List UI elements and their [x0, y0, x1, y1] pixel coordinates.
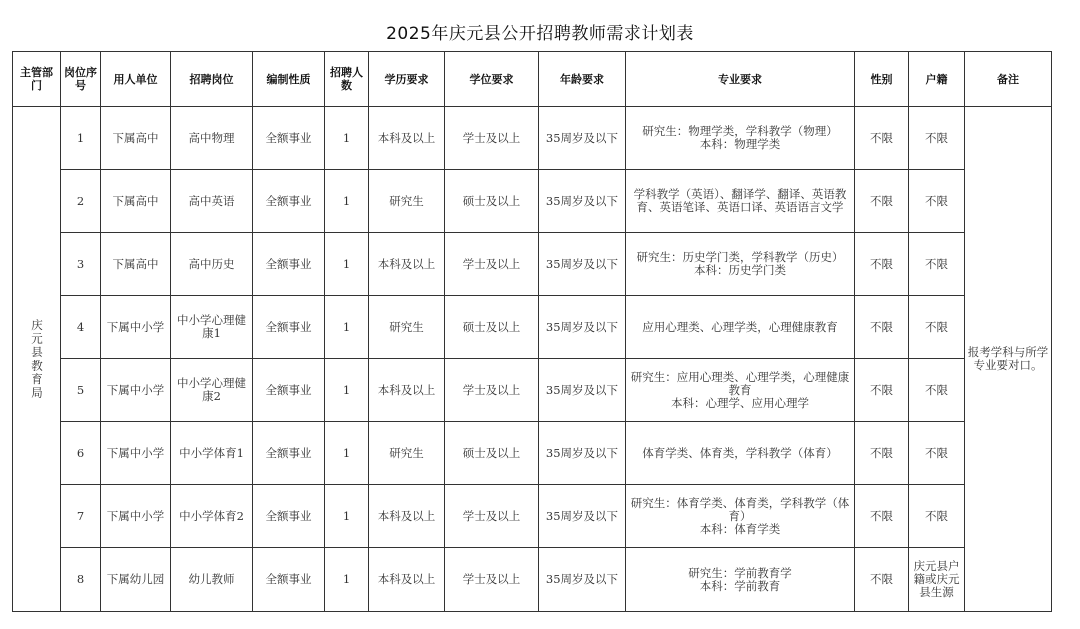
hukou-cell: 不限 [909, 233, 965, 296]
seq-cell: 3 [61, 233, 101, 296]
age-cell: 35周岁及以下 [539, 296, 626, 359]
degree-cell: 硕士及以上 [445, 422, 539, 485]
dept-cell: 庆元县教育局 [13, 107, 61, 612]
header-count: 招聘人数 [325, 52, 369, 107]
degree-cell: 学士及以上 [445, 233, 539, 296]
age-cell: 35周岁及以下 [539, 548, 626, 612]
hukou-cell: 庆元县户籍或庆元县生源 [909, 548, 965, 612]
hukou-cell: 不限 [909, 359, 965, 422]
header-note: 备注 [965, 52, 1052, 107]
degree-cell: 学士及以上 [445, 107, 539, 170]
gender-cell: 不限 [855, 485, 909, 548]
edu-cell: 本科及以上 [369, 548, 445, 612]
post-cell: 中小学心理健康1 [171, 296, 253, 359]
table-row [13, 233, 1052, 296]
count-cell: 1 [325, 233, 369, 296]
degree-cell: 硕士及以上 [445, 296, 539, 359]
count-cell: 1 [325, 485, 369, 548]
major-cell: 研究生：应用心理类、心理学类，心理健康教育 本科：心理学、应用心理学 [626, 359, 855, 422]
gender-cell: 不限 [855, 422, 909, 485]
seq-cell: 1 [61, 107, 101, 170]
gender-cell: 不限 [855, 107, 909, 170]
table-row [13, 422, 1052, 485]
nature-cell: 全额事业 [253, 485, 325, 548]
count-cell: 1 [325, 422, 369, 485]
header-row [13, 52, 1052, 107]
seq-cell: 4 [61, 296, 101, 359]
count-cell: 1 [325, 170, 369, 233]
hukou-cell: 不限 [909, 485, 965, 548]
age-cell: 35周岁及以下 [539, 170, 626, 233]
count-cell: 1 [325, 548, 369, 612]
header-post: 招聘岗位 [171, 52, 253, 107]
age-cell: 35周岁及以下 [539, 422, 626, 485]
table-row [13, 170, 1052, 233]
seq-cell: 7 [61, 485, 101, 548]
header-hukou: 户籍 [909, 52, 965, 107]
header-seq: 岗位序号 [61, 52, 101, 107]
major-cell: 学科教学（英语）、翻译学、翻译、英语教育、英语笔译、英语口译、英语语言文学 [626, 170, 855, 233]
major-cell: 研究生：物理学类，学科教学（物理） 本科：物理学类 [626, 107, 855, 170]
header-edu: 学历要求 [369, 52, 445, 107]
hukou-cell: 不限 [909, 422, 965, 485]
count-cell: 1 [325, 359, 369, 422]
major-cell: 应用心理类、心理学类，心理健康教育 [626, 296, 855, 359]
edu-cell: 本科及以上 [369, 485, 445, 548]
degree-cell: 学士及以上 [445, 359, 539, 422]
major-cell: 体育学类、体育类，学科教学（体育） [626, 422, 855, 485]
gender-cell: 不限 [855, 296, 909, 359]
seq-cell: 2 [61, 170, 101, 233]
page-title: 2025年庆元县公开招聘教师需求计划表 [386, 24, 694, 44]
seq-cell: 5 [61, 359, 101, 422]
major-cell: 研究生：历史学门类，学科教学（历史） 本科：历史学门类 [626, 233, 855, 296]
post-cell: 幼儿教师 [171, 548, 253, 612]
header-major: 专业要求 [626, 52, 855, 107]
hukou-cell: 不限 [909, 107, 965, 170]
seq-cell: 6 [61, 422, 101, 485]
nature-cell: 全额事业 [253, 548, 325, 612]
table-row [13, 359, 1052, 422]
nature-cell: 全额事业 [253, 170, 325, 233]
age-cell: 35周岁及以下 [539, 107, 626, 170]
unit-cell: 下属高中 [101, 170, 171, 233]
age-cell: 35周岁及以下 [539, 359, 626, 422]
hukou-cell: 不限 [909, 296, 965, 359]
age-cell: 35周岁及以下 [539, 485, 626, 548]
note-cell: 报考学科与所学专业要对口。 [965, 107, 1052, 612]
header-dept: 主管部门 [13, 52, 61, 107]
edu-cell: 研究生 [369, 422, 445, 485]
edu-cell: 本科及以上 [369, 107, 445, 170]
edu-cell: 研究生 [369, 170, 445, 233]
table-row [13, 296, 1052, 359]
post-cell: 中小学心理健康2 [171, 359, 253, 422]
post-cell: 高中物理 [171, 107, 253, 170]
post-cell: 高中历史 [171, 233, 253, 296]
count-cell: 1 [325, 296, 369, 359]
unit-cell: 下属幼儿园 [101, 548, 171, 612]
header-nature: 编制性质 [253, 52, 325, 107]
degree-cell: 硕士及以上 [445, 170, 539, 233]
seq-cell: 8 [61, 548, 101, 612]
nature-cell: 全额事业 [253, 359, 325, 422]
table-row [13, 107, 1052, 170]
degree-cell: 学士及以上 [445, 485, 539, 548]
unit-cell: 下属中小学 [101, 359, 171, 422]
header-degree: 学位要求 [445, 52, 539, 107]
hukou-cell: 不限 [909, 170, 965, 233]
post-cell: 中小学体育2 [171, 485, 253, 548]
unit-cell: 下属中小学 [101, 485, 171, 548]
edu-cell: 本科及以上 [369, 233, 445, 296]
gender-cell: 不限 [855, 359, 909, 422]
gender-cell: 不限 [855, 233, 909, 296]
unit-cell: 下属中小学 [101, 296, 171, 359]
header-gender: 性别 [855, 52, 909, 107]
edu-cell: 本科及以上 [369, 359, 445, 422]
post-cell: 中小学体育1 [171, 422, 253, 485]
table-row [13, 485, 1052, 548]
unit-cell: 下属高中 [101, 107, 171, 170]
count-cell: 1 [325, 107, 369, 170]
nature-cell: 全额事业 [253, 233, 325, 296]
major-cell: 研究生：体育学类、体育类，学科教学（体育） 本科：体育学类 [626, 485, 855, 548]
edu-cell: 研究生 [369, 296, 445, 359]
header-unit: 用人单位 [101, 52, 171, 107]
degree-cell: 学士及以上 [445, 548, 539, 612]
nature-cell: 全额事业 [253, 296, 325, 359]
nature-cell: 全额事业 [253, 107, 325, 170]
header-age: 年龄要求 [539, 52, 626, 107]
table-row [13, 548, 1052, 612]
post-cell: 高中英语 [171, 170, 253, 233]
gender-cell: 不限 [855, 548, 909, 612]
nature-cell: 全额事业 [253, 422, 325, 485]
major-cell: 研究生：学前教育学 本科：学前教育 [626, 548, 855, 612]
unit-cell: 下属中小学 [101, 422, 171, 485]
age-cell: 35周岁及以下 [539, 233, 626, 296]
unit-cell: 下属高中 [101, 233, 171, 296]
gender-cell: 不限 [855, 170, 909, 233]
recruitment-plan-table [12, 51, 1052, 612]
